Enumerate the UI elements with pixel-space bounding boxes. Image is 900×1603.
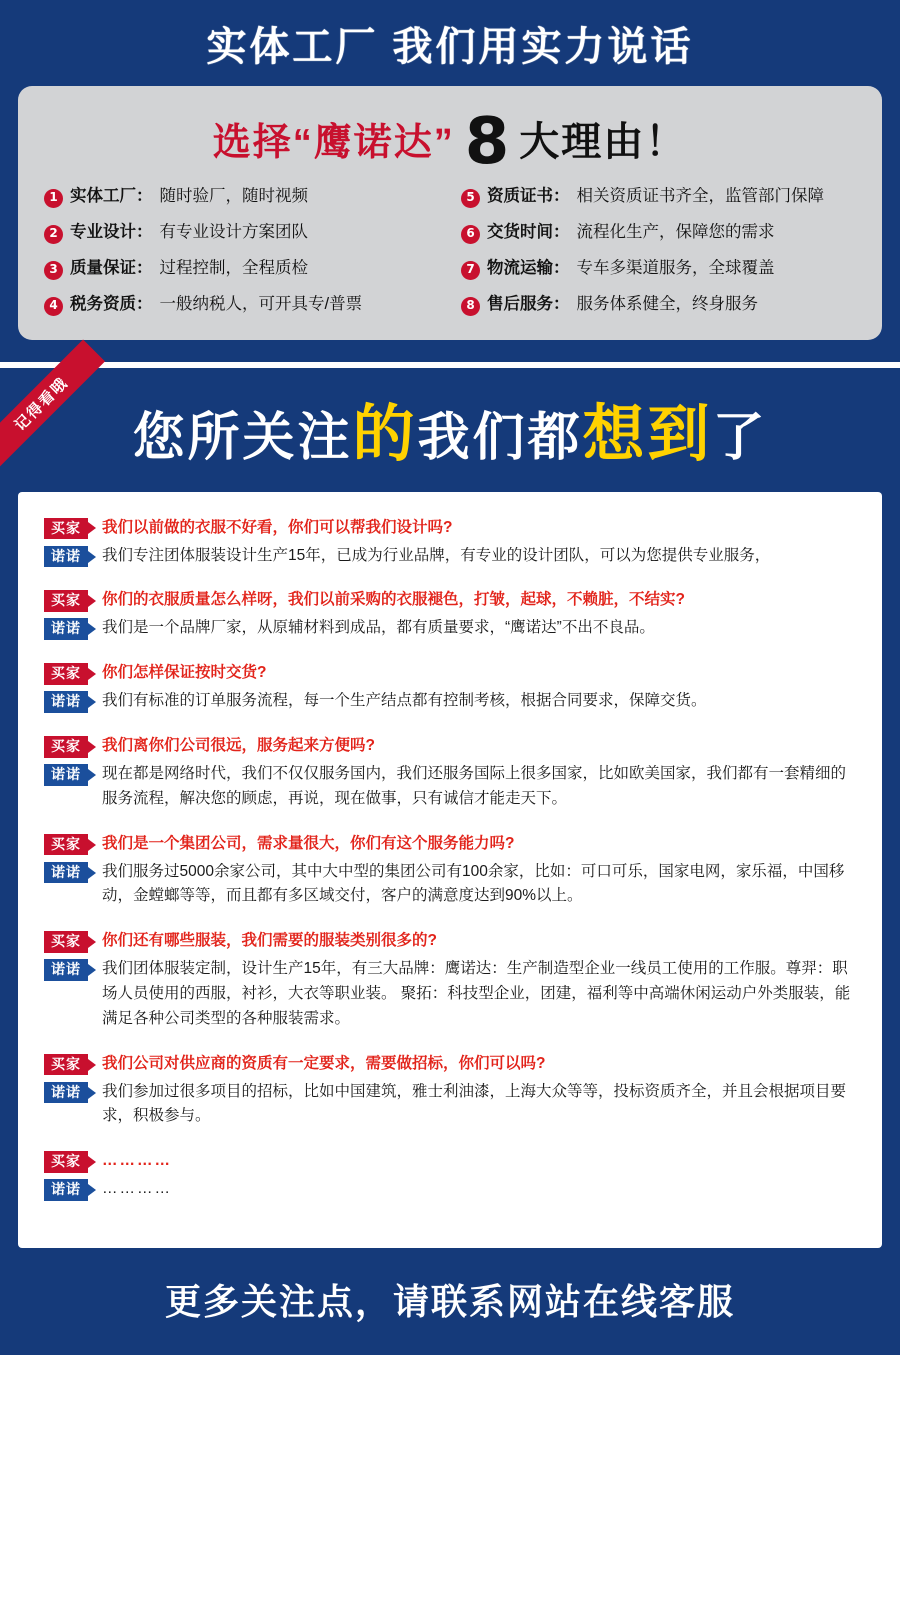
faq-headline-part5: 了 [712,408,768,467]
reason-item [461,294,856,316]
faq-headline [18,368,882,492]
reason-number-badge: 3 [44,261,63,280]
faq-item [44,734,856,832]
reason-text: 一般纳税人，可开具专/普票 [159,294,363,313]
faq-item [44,1149,856,1222]
reason-number-badge: 6 [461,225,480,244]
faq-question: 你们怎样保证按时交货? [102,664,267,682]
faq-question-row [44,661,856,689]
reason-label: 实体工厂： [70,186,153,205]
reason-number-badge: 5 [461,189,480,208]
faq-card [18,492,882,1248]
faq-headline-part2: 的 [352,399,418,469]
faq-answer-row [44,689,856,718]
faq-item [44,588,856,661]
panel-title-dark: 大理由！ [519,120,688,165]
reason-label: 交货时间： [487,222,570,241]
reason-label: 专业设计： [70,222,153,241]
faq-question: 我们以前做的衣服不好看，你们可以帮我们设计吗? [102,518,453,536]
reason-number-badge: 8 [461,297,480,316]
faq-headline-part3: 我们都 [417,408,583,467]
buyer-tag: 买家 [44,834,88,856]
buyer-tag: 买家 [44,518,88,540]
faq-question-row [44,734,856,762]
reason-item [44,222,439,244]
factory-strength-section [0,0,900,368]
reasons-panel [18,86,882,340]
faq-answer: 我们参加过很多项目的招标，比如中国建筑，雅士利油漆，上海大众等等，投标资质齐全，并且会根据项目要求，积极参与。 [102,1082,847,1125]
buyer-tag: 买家 [44,1054,88,1076]
reason-text: 专车多渠道服务，全球覆盖 [576,258,775,277]
faq-answer-row [44,762,856,816]
reason-text: 流程化生产，保障您的需求 [576,222,775,241]
reason-text: 有专业设计方案团队 [159,222,308,241]
faq-answer-row [44,1080,856,1134]
reason-text: 服务体系健全，终身服务 [576,294,758,313]
reply-tag: 诺诺 [44,1179,88,1201]
buyer-tag: 买家 [44,931,88,953]
buyer-tag: 买家 [44,1151,88,1173]
faq-section [0,368,900,1355]
reason-number-badge: 2 [44,225,63,244]
reply-tag: 诺诺 [44,959,88,981]
reason-label: 税务资质： [70,294,153,313]
corner-ribbon: 记得看哦 [0,339,105,467]
faq-question-row [44,1149,856,1177]
reply-tag: 诺诺 [44,546,88,568]
faq-answer: 我们团体服装定制，设计生产15年，有三大品牌：鹰诺达：生产制造型企业一线员工使用的工作服。尊羿：职场人员使用的西服，衬衫，大衣等职业装。 聚拓：科技型企业，团建，福利等中高端休闲运动户外类服装，能满足各种公司类型的各种服装需求。 [102,960,851,1027]
reason-item [44,258,439,280]
faq-answer-row [44,1177,856,1206]
faq-question: 你们还有哪些服装，我们需要的服装类别很多的? [102,932,437,950]
faq-question-row [44,1052,856,1080]
reason-item [461,222,856,244]
faq-question: ………… [102,1152,172,1170]
faq-headline-part1: 您所关注 [132,408,353,467]
reply-tag: 诺诺 [44,1082,88,1104]
panel-title-number: 8 [464,105,510,179]
faq-footer-cta[interactable]: 更多关注点，请联系网站在线客服 [164,1281,735,1323]
reason-label: 物流运输： [487,258,570,277]
faq-answer: ………… [102,1180,172,1198]
faq-question: 我们是一个集团公司，需求量很大，你们有这个服务能力吗? [102,834,515,852]
buyer-tag: 买家 [44,736,88,758]
faq-answer: 我们有标准的订单服务流程，每一个生产结点都有控制考核，根据合同要求，保障交货。 [102,692,707,710]
reason-text: 过程控制，全程质检 [159,258,308,277]
buyer-tag: 买家 [44,663,88,685]
reply-tag: 诺诺 [44,618,88,640]
reply-tag: 诺诺 [44,862,88,884]
faq-item [44,1052,856,1150]
faq-answer: 我们服务过5000余家公司，其中大中型的集团公司有100余家，比如：可口可乐，国家电网，家乐福，中国移动，金螳螂等等，而且都有多区域交付，客户的满意度达到90%以上。 [102,862,845,905]
faq-question-row [44,929,856,957]
faq-headline-part4: 想到 [582,399,713,469]
faq-item [44,661,856,734]
faq-answer-row [44,544,856,573]
faq-question: 我们公司对供应商的资质有一定要求，需要做招标，你们可以吗? [102,1054,546,1072]
section1-headline: 实体工厂 我们用实力说话 [206,25,694,69]
faq-question-row [44,516,856,544]
reasons-grid [44,186,856,316]
reason-label: 售后服务： [487,294,570,313]
faq-item [44,516,856,589]
reason-item [461,186,856,208]
reply-tag: 诺诺 [44,691,88,713]
reason-text: 相关资质证书齐全，监管部门保障 [576,186,824,205]
reason-text: 随时验厂，随时视频 [159,186,308,205]
reason-number-badge: 4 [44,297,63,316]
faq-question-row [44,832,856,860]
faq-item [44,929,856,1051]
faq-answer-row [44,957,856,1035]
faq-answer-row [44,616,856,645]
reason-item [44,186,439,208]
reason-label: 资质证书： [487,186,570,205]
buyer-tag: 买家 [44,590,88,612]
faq-answer: 我们专注团体服装设计生产15年，已成为行业品牌，有专业的设计团队，可以为您提供专业服务， [102,546,771,564]
faq-question-row [44,588,856,616]
reason-number-badge: 1 [44,189,63,208]
faq-answer: 我们是一个品牌厂家，从原辅材料到成品，都有质量要求，“鹰诺达”不出不良品。 [102,619,655,637]
reply-tag: 诺诺 [44,764,88,786]
faq-question: 你们的衣服质量怎么样呀，我们以前采购的衣服褪色，打皱，起球，不赖脏，不结实? [102,591,685,609]
panel-title-red: 选择“鹰诺达” [212,122,455,165]
faq-answer-row [44,860,856,914]
faq-answer: 现在都是网络时代，我们不仅仅服务国内，我们还服务国际上很多国家，比如欧美国家，我们都有一套精细的服务流程，解决您的顾虑，再说，现在做事，只有诚信才能走天下。 [102,765,847,807]
reason-item [461,258,856,280]
reason-label: 质量保证： [70,258,153,277]
faq-question: 我们离你们公司很远，服务起来方便吗? [102,737,375,755]
faq-item [44,832,856,930]
reason-item [44,294,439,316]
reason-number-badge: 7 [461,261,480,280]
reasons-panel-title [44,104,856,186]
